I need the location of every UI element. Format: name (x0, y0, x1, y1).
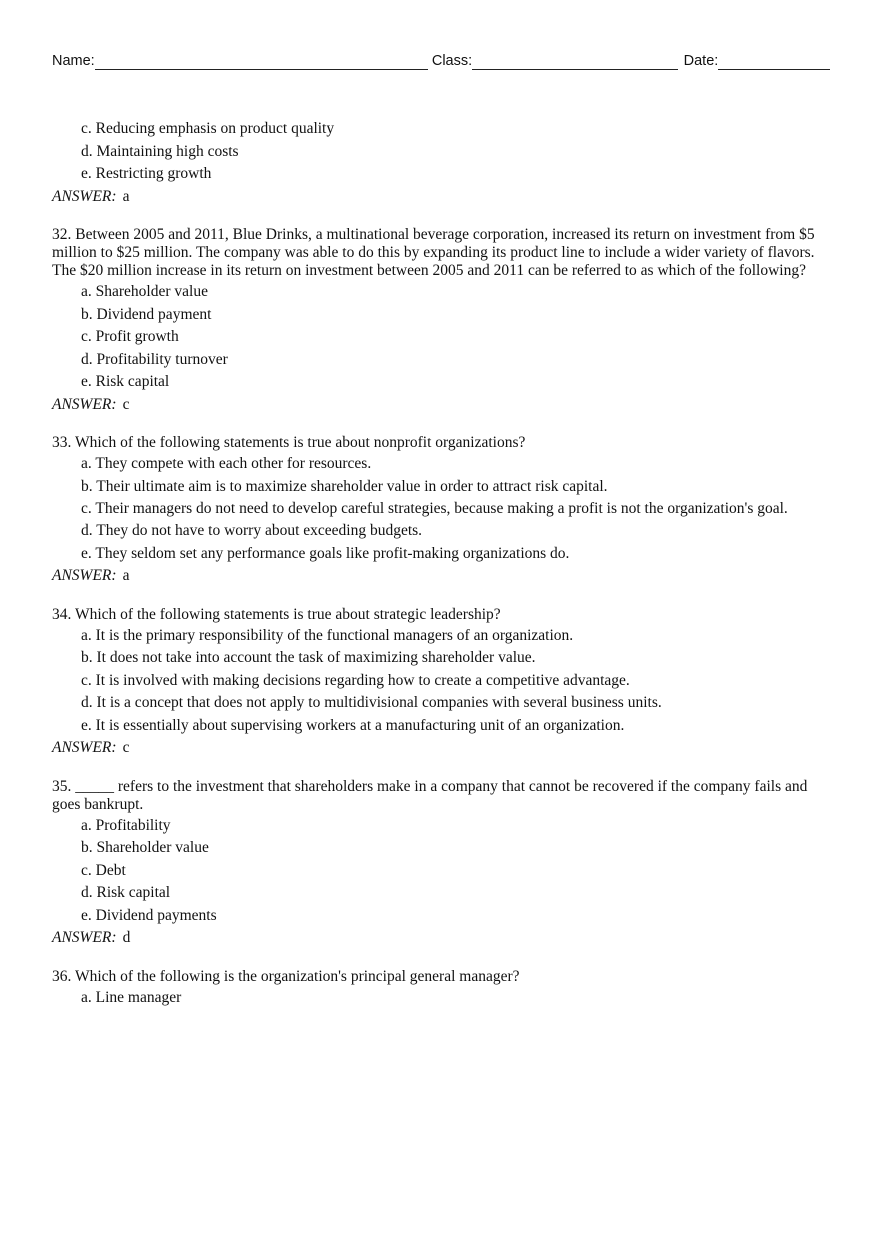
choice: e. They seldom set any performance goals like profit-making organizations do. (81, 544, 570, 562)
class-field-line[interactable] (472, 55, 677, 70)
choice: c. It is involved with making decisions regarding how to create a competitive advantage. (81, 671, 630, 689)
answer-value: c (122, 739, 130, 756)
question-list (52, 118, 832, 1009)
answer-label: ANSWER: (52, 395, 117, 413)
choice: a. Shareholder value (81, 283, 208, 300)
answer-value: d (122, 929, 131, 946)
choice: a. They compete with each other for resources. (81, 455, 372, 472)
answer-line (52, 927, 832, 950)
choice: a. Line manager (81, 988, 182, 1006)
worksheet-header (52, 52, 830, 70)
choice: a. It is the primary responsibility of the functional managers of an organization. (81, 626, 574, 644)
question-36 (52, 968, 832, 1010)
choice: d. Maintaining high costs (81, 142, 239, 160)
answer-label: ANSWER: (52, 187, 117, 205)
choice: b. Dividend payment (81, 305, 212, 323)
date-field-line[interactable] (718, 55, 830, 70)
choice: a. Profitability (81, 816, 171, 834)
choice: c. Debt (81, 861, 126, 879)
question-stem: 33. Which of the following statements is true about nonprofit organizations? (52, 434, 526, 451)
answer-value: a (122, 187, 130, 205)
question-stem: 32. Between 2005 and 2011, Blue Drinks, a multinational beverage corporation, increased its return on investment from $5 million to $25 million. The company was able to do this by expanding its product line to include a wider variety of flavors. The $20 million increase in its return on investment between 2005 and 2011 can be referred to as which of the following? (52, 226, 815, 279)
choice: c. Reducing emphasis on product quality (81, 120, 335, 137)
choice: c. Profit growth (81, 328, 179, 345)
answer-line (52, 737, 832, 760)
question-34 (52, 606, 832, 760)
question-33 (52, 434, 832, 588)
choice: d. It is a concept that does not apply to multidivisional companies with several business units. (81, 694, 662, 711)
question-stem: 34. Which of the following statements is true about strategic leadership? (52, 605, 501, 623)
answer-value: c (122, 395, 130, 413)
question-31-continued (52, 118, 832, 208)
answer-line (52, 565, 832, 588)
choice: e. Restricting growth (81, 165, 212, 182)
question-stem: 36. Which of the following is the organization's principal general manager? (52, 967, 520, 985)
choice: b. Shareholder value (81, 839, 209, 856)
answer-line (52, 186, 832, 209)
answer-value: a (122, 567, 130, 584)
choice: e. It is essentially about supervising workers at a manufacturing unit of an organization. (81, 716, 625, 734)
choice: e. Dividend payments (81, 906, 217, 924)
question-35 (52, 778, 832, 950)
answer-label: ANSWER: (52, 929, 117, 946)
choice: d. Risk capital (81, 884, 171, 901)
choice: b. It does not take into account the task of maximizing shareholder value. (81, 649, 536, 666)
date-label: Date: (683, 53, 719, 69)
question-32 (52, 226, 832, 416)
name-label: Name: (52, 53, 95, 69)
choice: d. They do not have to worry about exceeding budgets. (81, 522, 423, 539)
name-field-line[interactable] (95, 55, 428, 70)
choice: b. Their ultimate aim is to maximize shareholder value in order to attract risk capital. (81, 477, 608, 495)
class-label: Class: (431, 53, 473, 69)
question-stem: 35. _____ refers to the investment that shareholders make in a company that cannot be recovered if the company fails and goes bankrupt. (52, 777, 808, 813)
answer-line (52, 394, 832, 417)
choice: d. Profitability turnover (81, 350, 228, 368)
choice: e. Risk capital (81, 373, 170, 390)
answer-label: ANSWER: (52, 567, 117, 584)
choice: c. Their managers do not need to develop careful strategies, because making a profit is not the organization's goal. (81, 500, 788, 517)
answer-label: ANSWER: (52, 739, 117, 756)
